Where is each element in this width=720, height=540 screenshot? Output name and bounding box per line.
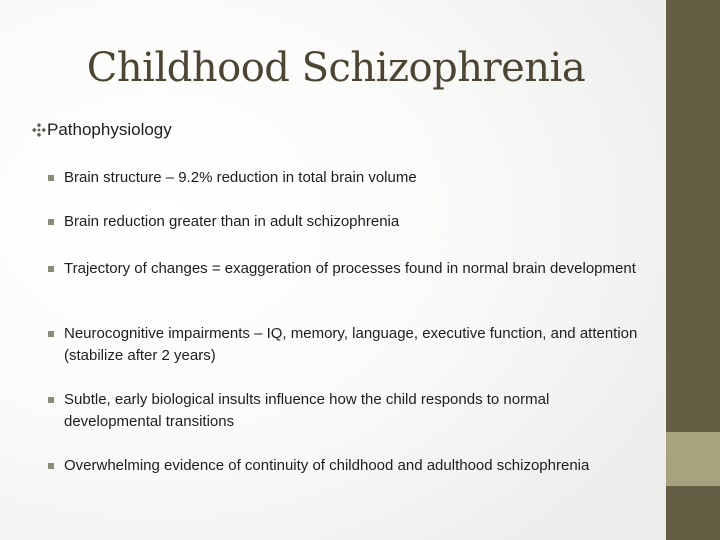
slide-title: Childhood Schizophrenia	[86, 45, 586, 91]
bullet-text: Neurocognitive impairments – IQ, memory, language, executive function, and attention (stabilize after 2 years)	[64, 325, 638, 364]
heading-text: Pathophysiology	[47, 120, 172, 139]
square-bullet-icon	[48, 266, 54, 272]
bullet-item	[48, 455, 638, 477]
bullet-item	[48, 323, 638, 367]
bullet-item	[48, 389, 638, 433]
side-accent-block	[666, 432, 720, 486]
square-bullet-icon	[48, 463, 54, 469]
square-bullet-icon	[48, 397, 54, 403]
bullet-text: Brain structure – 9.2% reduction in total brain volume	[64, 169, 417, 186]
bullet-text: Subtle, early biological insults influence how the child responds to normal developmental transitions	[64, 391, 550, 430]
bullet-item	[48, 258, 638, 280]
bullet-text: Overwhelming evidence of continuity of childhood and adulthood schizophrenia	[64, 457, 590, 474]
diamond-cluster-icon	[32, 121, 46, 139]
bullet-text: Trajectory of changes = exaggeration of processes found in normal brain development	[64, 260, 636, 277]
square-bullet-icon	[48, 331, 54, 337]
square-bullet-icon	[48, 219, 54, 225]
bullet-item	[48, 167, 638, 189]
heading-row	[32, 118, 172, 142]
bullet-text: Brain reduction greater than in adult schizophrenia	[64, 213, 400, 230]
square-bullet-icon	[48, 175, 54, 181]
bullet-item	[48, 211, 638, 233]
